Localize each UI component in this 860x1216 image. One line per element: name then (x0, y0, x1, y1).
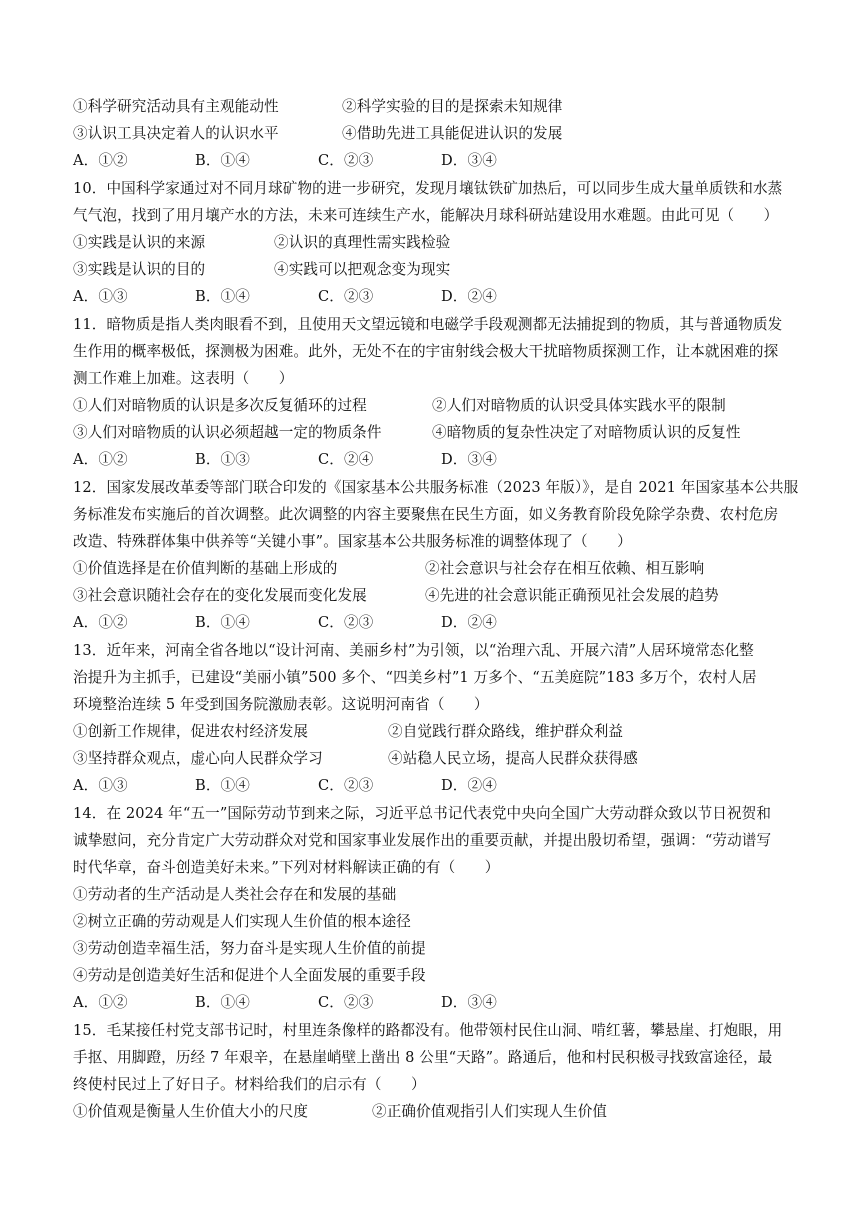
statement-option: ①人们对暗物质的认识是多次反复循环的过程 (73, 397, 367, 414)
statement-option: ④借助先进工具能促进认识的发展 (342, 125, 563, 142)
answer-choice: A．①③ (73, 288, 128, 305)
statement-option: ①价值选择是在价值判断的基础上形成的 (73, 560, 338, 577)
question-text-line: ③劳动创造幸福生活，努力奋斗是实现人生价值的前提 (73, 940, 426, 957)
question-text-line: ②树立正确的劳动观是人们实现人生价值的根本途径 (73, 913, 411, 930)
answer-choice: C．②③ (318, 777, 374, 794)
question-text-line: 12．国家发展改革委等部门联合印发的《国家基本公共服务标准（2023 年版）》，是自 2021 年国家基本公共服 (73, 479, 799, 496)
question-text-line: 治提升为主抓手，已建设“美丽小镇”500 多个、“四美乡村”1 万多个、“五美庭院”183 多万个，农村人居 (73, 669, 757, 686)
answer-choice: C．②③ (318, 614, 374, 631)
question-text-line: 测工作难上加难。这表明（ ） (73, 370, 294, 387)
answer-choice: C．②③ (318, 288, 374, 305)
statement-option: ②正确价值观指引人们实现人生价值 (372, 1103, 608, 1120)
statement-option: ③认识工具决定着人的认识水平 (73, 125, 279, 142)
answer-choice: A．①② (73, 614, 128, 631)
answer-choice: A．①② (73, 994, 128, 1011)
statement-option: ③坚持群众观点，虚心向人民群众学习 (73, 750, 323, 767)
answer-choice: D．②④ (441, 614, 497, 631)
answer-choice: B．①④ (195, 777, 250, 794)
answer-choice: B．①④ (195, 152, 250, 169)
statement-option: ③实践是认识的目的 (73, 261, 206, 278)
statement-option: ②认识的真理性需实践检验 (274, 234, 451, 251)
statement-option: ④实践可以把观念变为现实 (274, 261, 451, 278)
question-text-line: 11．暗物质是指人类肉眼看不到，且使用天文望远镜和电磁学手段观测都无法捕捉到的物质，其与普通物质发 (73, 316, 783, 333)
question-text-line: 终使村民过上了好日子。材料给我们的启示有（ ） (73, 1076, 426, 1093)
question-text-line: 14．在 2024 年“五一”国际劳动节到来之际，习近平总书记代表党中央向全国广大劳动群众致以节日祝贺和 (73, 805, 772, 822)
answer-choice: A．①② (73, 152, 128, 169)
statement-option: ④暗物质的复杂性决定了对暗物质认识的反复性 (432, 424, 741, 441)
question-text-line: 时代华章，奋斗创造美好未来。”下列对材料解读正确的有（ ） (73, 859, 500, 876)
question-text-line: 务标准发布实施后的首次调整。此次调整的内容主要聚焦在民生方面，如义务教育阶段免除学杂费、农村危房 (73, 506, 779, 523)
question-text-line: 诚挚慰问，充分肯定广大劳动群众对党和国家事业发展作出的重要贡献，并提出殷切希望，强调：“劳动谱写 (73, 832, 772, 849)
statement-option: ②人们对暗物质的认识受具体实践水平的限制 (432, 397, 726, 414)
answer-choice: D．②④ (441, 777, 497, 794)
statement-option: ③社会意识随社会存在的变化发展而变化发展 (73, 587, 367, 604)
question-text-line: 手抠、用脚蹬，历经 7 年艰辛，在悬崖峭壁上凿出 8 公里“天路”。路通后，他和村民积极寻找致富途径，最 (73, 1049, 773, 1066)
statement-option: ①科学研究活动具有主观能动性 (73, 98, 279, 115)
question-text-line: 改造、特殊群体集中供养等“关键小事”。国家基本公共服务标准的调整体现了（ ） (73, 533, 632, 550)
answer-choice: D．②④ (441, 288, 497, 305)
answer-choice: B．①③ (195, 451, 250, 468)
answer-choice: D．③④ (441, 152, 497, 169)
statement-option: ②科学实验的目的是探索未知规律 (342, 98, 563, 115)
statement-option: ①价值观是衡量人生价值大小的尺度 (73, 1103, 309, 1120)
statement-option: ③人们对暗物质的认识必须超越一定的物质条件 (73, 424, 382, 441)
answer-choice: D．③④ (441, 994, 497, 1011)
question-text-line: 气气泡，找到了用月壤产水的方法，未来可连续生产水，能解决月球科研站建设用水难题。由此可见（ ） (73, 207, 779, 224)
statement-option: ②自觉践行群众路线，维护群众利益 (388, 723, 624, 740)
answer-choice: C．②③ (318, 994, 374, 1011)
question-text-line: 13．近年来，河南全省各地以“设计河南、美丽乡村”为引领，以“治理六乱、开展六清”人居环境常态化整 (73, 642, 754, 659)
statement-option: ④站稳人民立场，提高人民群众获得感 (388, 750, 638, 767)
answer-choice: A．①② (73, 451, 128, 468)
answer-choice: B．①④ (195, 614, 250, 631)
answer-choice: B．①④ (195, 994, 250, 1011)
statement-option: ①创新工作规律，促进农村经济发展 (73, 723, 309, 740)
statement-option: ①实践是认识的来源 (73, 234, 206, 251)
question-text-line: 10．中国科学家通过对不同月球矿物的进一步研究，发现月壤钛铁矿加热后，可以同步生成大量单质铁和水蒸 (73, 180, 783, 197)
statement-option: ④先进的社会意识能正确预见社会发展的趋势 (425, 587, 719, 604)
statement-option: ②社会意识与社会存在相互依赖、相互影响 (425, 560, 705, 577)
answer-choice: B．①④ (195, 288, 250, 305)
answer-choice: A．①③ (73, 777, 128, 794)
question-text-line: 15．毛某接任村党支部书记时，村里连条像样的路都没有。他带领村民住山洞、啃红薯，攀悬崖、打炮眼，用 (73, 1022, 783, 1039)
answer-choice: D．③④ (441, 451, 497, 468)
question-text-line: ①劳动者的生产活动是人类社会存在和发展的基础 (73, 886, 397, 903)
question-text-line: 生作用的概率极低，探测极为困难。此外，无处不在的宇宙射线会极大干扰暗物质探测工作，让本就困难的探 (73, 343, 779, 360)
question-text-line: ④劳动是创造美好生活和促进个人全面发展的重要手段 (73, 967, 426, 984)
answer-choice: C．②④ (318, 451, 374, 468)
question-text-line: 环境整治连续 5 年受到国务院激励表彰。这说明河南省（ ） (73, 696, 489, 713)
answer-choice: C．②③ (318, 152, 374, 169)
